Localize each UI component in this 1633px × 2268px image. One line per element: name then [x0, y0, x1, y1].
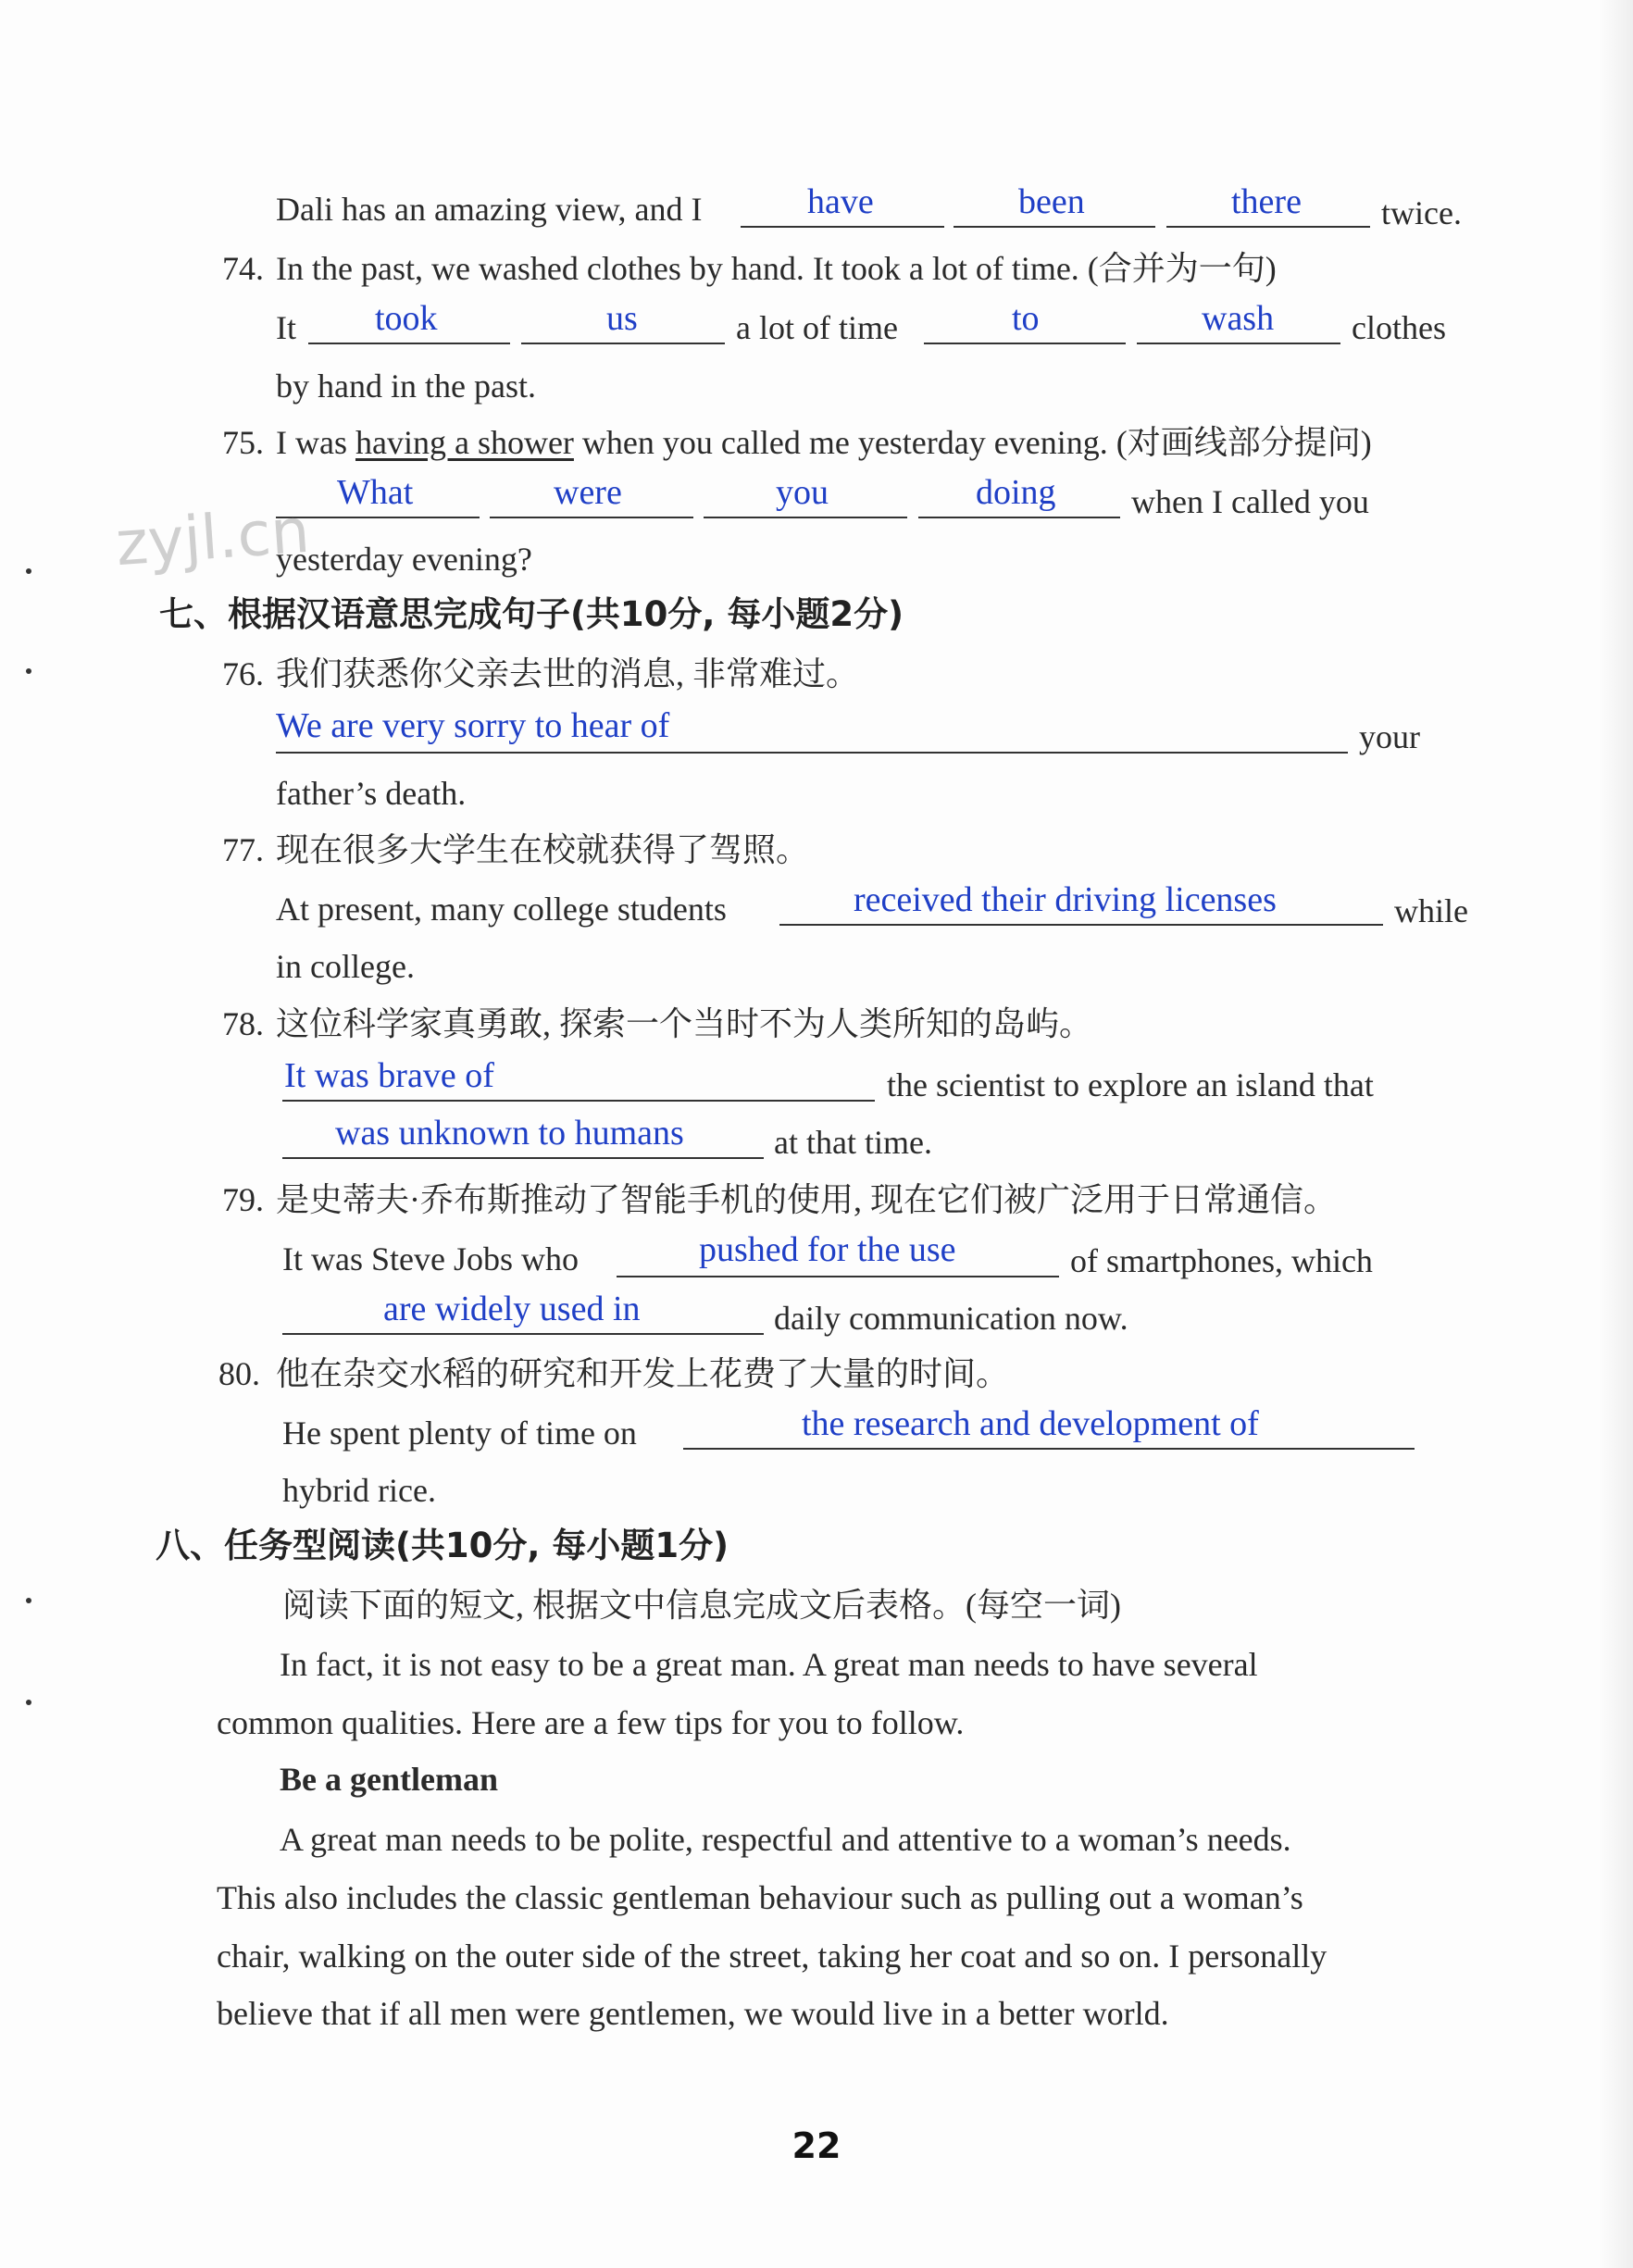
passage-subheading: Be a gentleman	[280, 1761, 498, 1798]
q75-prompt	[276, 422, 1372, 463]
q80-prompt: 他在杂交水稻的研究和开发上花费了大量的时间。	[276, 1355, 1010, 1392]
q74-prompt: In the past, we washed clothes by hand. It took a lot of time. (合并为一句)	[276, 250, 1277, 287]
q75-answer-2: were	[554, 473, 622, 512]
q77-prompt: 现在很多大学生在校就获得了驾照。	[276, 831, 810, 868]
passage-para1-line2: common qualities. Here are a few tips for you to follow.	[217, 1704, 965, 1741]
q79-prefix: It was Steve Jobs who	[282, 1240, 579, 1277]
q74-answer-3: to	[1012, 299, 1040, 338]
margin-dot	[26, 668, 31, 674]
margin-dot	[26, 1700, 31, 1705]
q75-suffix: when I called you	[1131, 483, 1369, 520]
q78-suffix-2: at that time.	[774, 1124, 932, 1161]
q74-answer-2: us	[606, 299, 638, 338]
q75-prompt-pre: I was	[276, 424, 355, 461]
q74-middle: a lot of time	[736, 309, 898, 346]
q78-answer-1: It was brave of	[284, 1056, 494, 1095]
passage-para2-line1: A great man needs to be polite, respectful and attentive to a woman’s needs.	[280, 1821, 1291, 1858]
q75-prompt-underlined: having a shower	[355, 424, 574, 461]
q80-answer: the research and development of	[802, 1404, 1259, 1443]
q80-number: 80.	[218, 1355, 260, 1392]
passage-para1-line1: In fact, it is not easy to be a great man. A great man needs to have several	[280, 1646, 1258, 1683]
q74-start: It	[276, 309, 296, 346]
q73-answer-1: have	[807, 182, 874, 221]
watermark-logo: zyjl.cn	[113, 494, 312, 580]
q75-line3: yesterday evening?	[276, 541, 532, 578]
q80-line3: hybrid rice.	[282, 1472, 436, 1509]
q75-prompt-post: when you called me yesterday evening. (对画线部分提问)	[573, 424, 1372, 461]
section7-heading: 七、根据汉语意思完成句子(共10分, 每小题2分)	[159, 594, 904, 634]
q79-number: 79.	[222, 1181, 264, 1218]
q78-number: 78.	[222, 1005, 264, 1042]
q80-prefix: He spent plenty of time on	[282, 1414, 637, 1452]
q77-answer: received their driving licenses	[854, 880, 1277, 919]
passage-para2-line2: This also includes the classic gentleman behaviour such as pulling out a woman’s	[217, 1879, 1303, 1916]
q76-prompt: 我们获悉你父亲去世的消息, 非常难过。	[276, 655, 860, 692]
margin-dot	[26, 568, 31, 574]
q76-number: 76.	[222, 655, 264, 692]
q73-suffix: twice.	[1381, 194, 1462, 231]
q74-answer-1: took	[375, 299, 438, 338]
section8-instruction: 阅读下面的短文, 根据文中信息完成文后表格。(每空一词)	[282, 1587, 1121, 1624]
passage-para2-line4: believe that if all men were gentlemen, we would live in a better world.	[217, 1995, 1169, 2032]
q75-answer-4: doing	[976, 473, 1056, 512]
q78-prompt: 这位科学家真勇敢, 探索一个当时不为人类所知的岛屿。	[276, 1005, 1093, 1042]
q73-answer-2: been	[1018, 182, 1085, 221]
q78-answer-2: was unknown to humans	[335, 1114, 684, 1153]
q76-answer: We are very sorry to hear of	[276, 706, 670, 745]
q75-answer-3: you	[776, 473, 829, 512]
page-edge-shadow	[1598, 0, 1633, 2268]
q74-line3: by hand in the past.	[276, 368, 536, 405]
q74-suffix: clothes	[1352, 309, 1446, 346]
q78-suffix-1: the scientist to explore an island that	[887, 1066, 1374, 1103]
q75-number: 75.	[222, 424, 264, 461]
q75-answer-1: What	[337, 473, 414, 512]
q76-line3: father’s death.	[276, 775, 467, 812]
q77-suffix: while	[1394, 892, 1468, 929]
q79-answer-1: pushed for the use	[699, 1230, 956, 1269]
q77-number: 77.	[222, 831, 264, 868]
q73-answer-3: there	[1231, 182, 1302, 221]
q79-answer-2: are widely used in	[383, 1290, 641, 1328]
q74-number: 74.	[222, 250, 264, 287]
q76-suffix: your	[1359, 718, 1420, 755]
passage-para2-line3: chair, walking on the outer side of the street, taking her coat and so on. I personally	[217, 1938, 1328, 1975]
q73-prefix: Dali has an amazing view, and I	[276, 191, 703, 228]
section8-heading: 八、任务型阅读(共10分, 每小题1分)	[156, 1526, 729, 1565]
page-number: 22	[792, 2125, 841, 2166]
q77-prefix: At present, many college students	[276, 891, 727, 928]
q77-line3: in college.	[276, 948, 415, 985]
q79-suffix-1: of smartphones, which	[1070, 1242, 1373, 1279]
q79-suffix-2: daily communication now.	[774, 1300, 1128, 1337]
q74-answer-4: wash	[1202, 299, 1275, 338]
margin-dot	[26, 1598, 31, 1603]
q79-prompt: 是史蒂夫·乔布斯推动了智能手机的使用, 现在它们被广泛用于日常通信。	[276, 1181, 1337, 1218]
